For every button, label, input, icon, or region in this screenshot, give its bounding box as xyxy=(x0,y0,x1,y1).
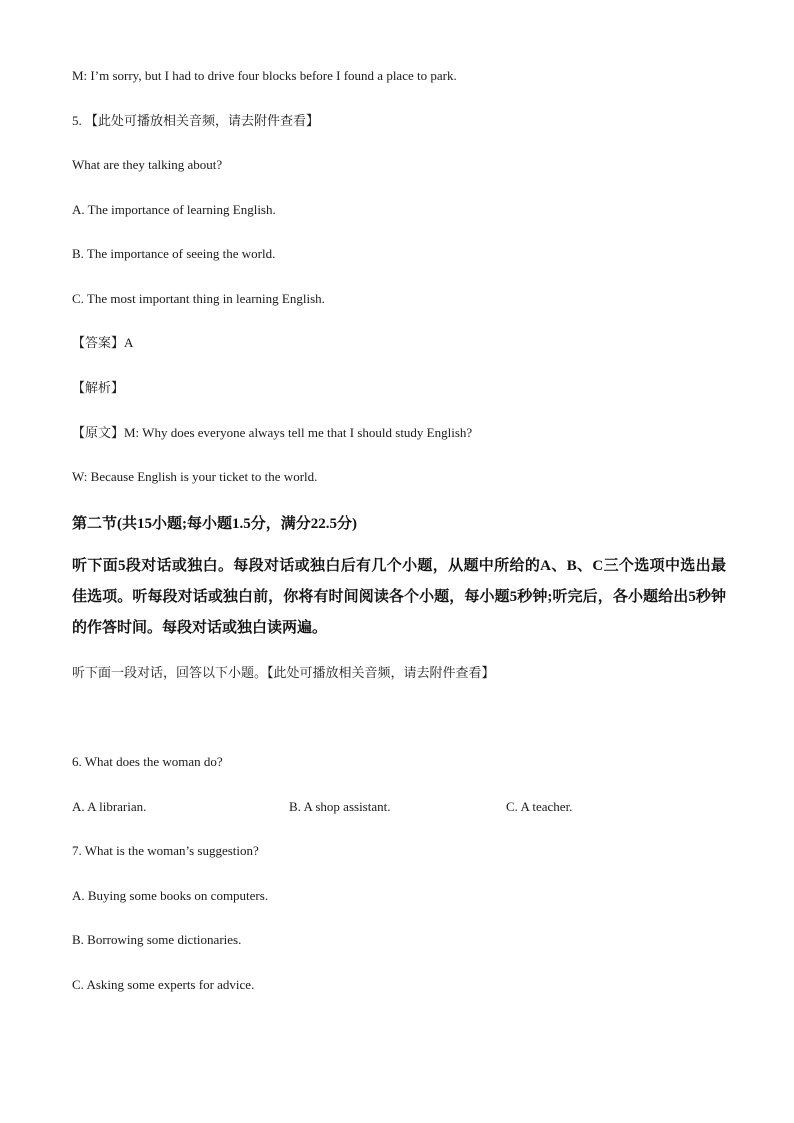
question-6-option-b: B. A shop assistant. xyxy=(289,799,391,814)
section-2-heading: 第二节(共15小题;每小题1.5分，满分22.5分) xyxy=(72,516,357,532)
question-7-option-b: B. Borrowing some dictionaries. xyxy=(72,932,242,947)
original-text-man: 【原文】M: Why does everyone always tell me that I should study English? xyxy=(72,425,473,440)
question-5-number: 5. 【此处可播放相关音频，请去附件查看】 xyxy=(72,113,320,128)
question-7-option-c: C. Asking some experts for advice. xyxy=(72,977,255,992)
original-text-woman: W: Because English is your ticket to the world. xyxy=(72,469,318,484)
question-5-text: What are they talking about? xyxy=(72,157,223,172)
question-5-option-c: C. The most important thing in learning English. xyxy=(72,291,325,306)
question-6-option-a: A. A librarian. xyxy=(72,799,147,814)
section-2-instructions: 听下面5段对话或独白。每段对话或独白后有几个小题，从题中所给的A、B、C三个选项中选出最佳选项。听每段对话或独白前，你将有时间阅读各个小题，每小题5秒钟;听完后，各小题给出5秒钟的作答时间。每段对话或独白读两遍。 xyxy=(72,558,726,636)
dialogue-line-man-sorry: M: I’m sorry, but I had to drive four blocks before I found a place to park. xyxy=(72,68,457,83)
question-5-option-b: B. The importance of seeing the world. xyxy=(72,246,276,261)
dialogue-intro: 听下面一段对话，回答以下小题。【此处可播放相关音频，请去附件查看】 xyxy=(72,665,495,680)
question-7-text: 7. What is the woman’s suggestion? xyxy=(72,843,259,858)
analysis-label: 【解析】 xyxy=(72,380,125,395)
question-6-option-c: C. A teacher. xyxy=(506,799,573,814)
answer-label: 【答案】A xyxy=(72,335,134,350)
question-7-option-a: A. Buying some books on computers. xyxy=(72,888,269,903)
question-5-option-a: A. The importance of learning English. xyxy=(72,202,276,217)
question-6-text: 6. What does the woman do? xyxy=(72,754,223,769)
